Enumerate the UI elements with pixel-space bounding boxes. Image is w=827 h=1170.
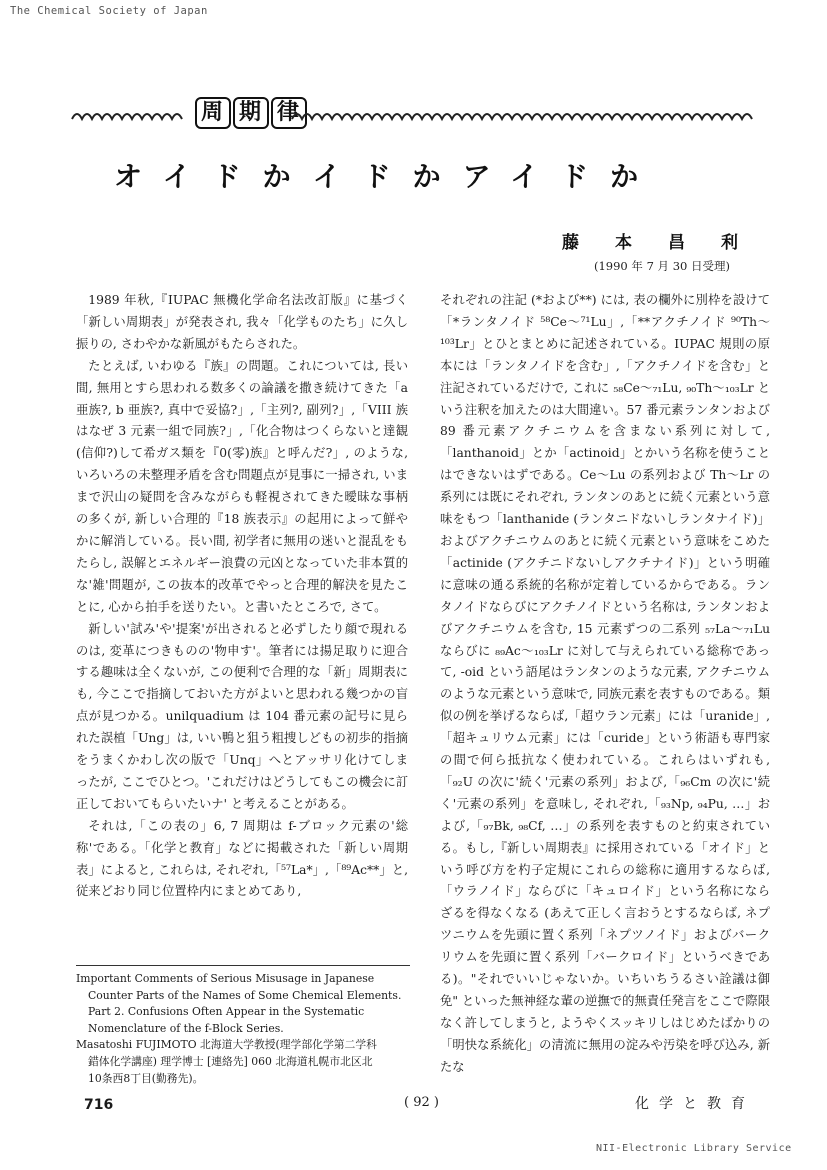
left-wave-ornament (70, 109, 190, 123)
paragraph: それぞれの注記 (*および**) には, 表の欄外に別枠を設けて「*ランタノイド ⁵⁸Ce〜⁷¹Lu」,「**アクチノイド ⁹⁰Th〜¹⁰³Lr」とひとまとめに記述されている。IUPAC 規則の原本には「ランタノイドを含む」,「アクチノイドを含む」と注記されているだけで, これに ₅₈Ce〜₇₁Lu, ₉₀Th〜₁₀₃Lr という注釈を加えたのは大間違い。57 番元素ランタンおよび 89 番元素アクチニウムを含まない系列に対して,「lanthanoid」とか「actinoid」とかいう名称を使うことはできないはずである。Ce〜Lu の系列および Th〜Lr の系列には既にそれぞれ, ランタンのあとに続く元素という意味をもつ「lanthanide (ランタニドないしランタナイド)」およびアクチニウムのあとに続く元素という意味をこめた「actinide (アクチニドないしアクチナイド)」という明確に意味の通る系統的名称が定着しているからである。ランタノイドならびにアクチノイドという名称は, ランタンおよびアクチニウムを含む, 15 元素ずつの二系列 ₅₇La〜₇₁Lu ならびに ₈₉Ac〜₁₀₃Lr に対して与えられている総称であって, -oid という語尾はランタンのような元素, アクチニウムのような元素という意味で, 同族元素を表すものである。類似の例を挙げるならば,「超ウラン元素」には「uranide」,「超キュリウム元素」には「curide」という術語も専門家の間で何ら抵抗なく使われている。これらはいずれも,「₉₂U の次に'続く'元素の系列」および,「₉₆Cm の次に'続く'元素の系列」を意味し, それぞれ,「₉₃Np, ₉₄Pu, …」および,「₉₇Bk, ₉₈Cf, …」の系列を表すものと約束されている。もし,『新しい周期表』に採用されている「オイド」という呼び方を杓子定規にこれらの総称に適用するならば,「ウラノイド」ならびに「キュロイド」という名称にならざるを得なくなる (あえて正しく言おうとするならば, ネプツニウムを先頭に置く系列「ネプツノイド」およびバークリウムを先頭に置く系列「バークロイド」というべきである)。"それでいいじゃないか。いちいちうるさい詮議は御免" といった無神経な輩の逆撫で的無責任発言をここで際限なく許してしまうと, ようやくスッキリしはじめたばかりの「明快な系統化」の清流に無用の淀みや汚染を呼び込み, 新たな (440, 293, 770, 1074)
footnote-line: Important Comments of Serious Misusage in Japanese (76, 972, 375, 985)
left-column (76, 290, 408, 903)
article-title: オイドかイドかアイドか (114, 160, 661, 193)
footnote-line: Masatoshi FUJIMOTO 北海道大学教授(理学部化学第二学科 (76, 1038, 377, 1052)
footnote (76, 971, 410, 1087)
paragraph: 1989 年秋,『IUPAC 無機化学命名法改訂版』に基づく「新しい周期表」が発表され, 我々「化学ものたち」に久し振りの, さわやかな新風がもたらされた。 (76, 293, 408, 351)
right-column (440, 290, 770, 1079)
section-char-3: 律 (271, 97, 307, 129)
received-date: (1990 年 7 月 30 日受理) (594, 259, 730, 273)
footnote-divider (76, 965, 410, 966)
paragraph: それは,「この表の」6, 7 周期は f-ブロック元素の'総称'である。「化学と教育」などに掲載された「新しい周期表」によると, これらは, それぞれ,「⁵⁷La*」,「⁸⁹Ac**」と, 従来どおり同じ位置枠内にまとめてあり, (76, 818, 408, 899)
section-header (70, 97, 770, 137)
footnote-line: Part 2. Confusions Often Appear in the Systematic (88, 1005, 365, 1019)
journal-name: 化学と教育 (635, 1096, 755, 1112)
footnote-line: Nomenclature of the f-Block Series. (88, 1021, 284, 1035)
footnote-line: Counter Parts of the Names of Some Chemical Elements. (88, 988, 402, 1002)
author-name: 藤本昌利 (562, 233, 774, 253)
section-char-2: 期 (233, 97, 269, 129)
footer-center-number: ( 92 ) (404, 1095, 439, 1110)
footnote-line: 10条西8丁目(勤務先)。 (88, 1071, 204, 1085)
footnote-line: 錯体化学講座) 理学博士 [連絡先] 060 北海道札幌市北区北 (88, 1054, 373, 1068)
section-char-1: 周 (195, 97, 231, 129)
right-wave-ornament (290, 109, 770, 123)
site-header: The Chemical Society of Japan (10, 5, 208, 17)
paragraph: 新しい'試み'や'提案'が出されると必ずしたり顔で現れるのは, 変革につきものの'物申す'。筆者には揚足取りに迎合する趣味は全くないが, この便利で合理的な「新」周期表にも, 今ここで指摘しておいた方がよいと思われる幾つかの盲点が見つかる。unilquadium は 104 番元素の記号に見られた誤植「Ung」は, いい鴨と狙う粗捜しどもの初歩的指摘をうまくかわし次の版で「Unq」へとアッサリ化けてしまったが, ここでひとつ。'これだけはどうしてもこの機会に訂正しておいてもらいたいナ' と考えることがある。 (76, 621, 408, 811)
page-number: 716 (84, 1097, 114, 1113)
paragraph: たとえば, いわゆる『族』の問題。これについては, 長い間, 無用とすら思われる数多くの論議を撒き続けてきた「a 亜族?, b 亜族?, 真中で妥協?」,「主列?, 副列?」,「VIII 族はなぜ 3 元素一組で同族?」,「化合物はつくらないと達観(信仰?)して希ガス類を『0(零)族』と呼んだ?」, のような, いろいろの未整理矛盾を含む問題点が見事に一掃され, いままで沢山の疑問を含みながらも軽視されてきた曖昧な事柄の多くが, 新しい合理的『18 族表示』の起用によって鮮やかに解消している。長い間, 初学者に無用の迷いと混乱をもたらし, 誤解とエネルギー浪費の元凶となっていた非本質的な'雑'問題が, この抜本的改革でやっと合理的解決を見たことに, 心から拍手を送りたい。と書いたところで, さて。 (76, 358, 408, 614)
footer-service: NII-Electronic Library Service (596, 1143, 792, 1154)
